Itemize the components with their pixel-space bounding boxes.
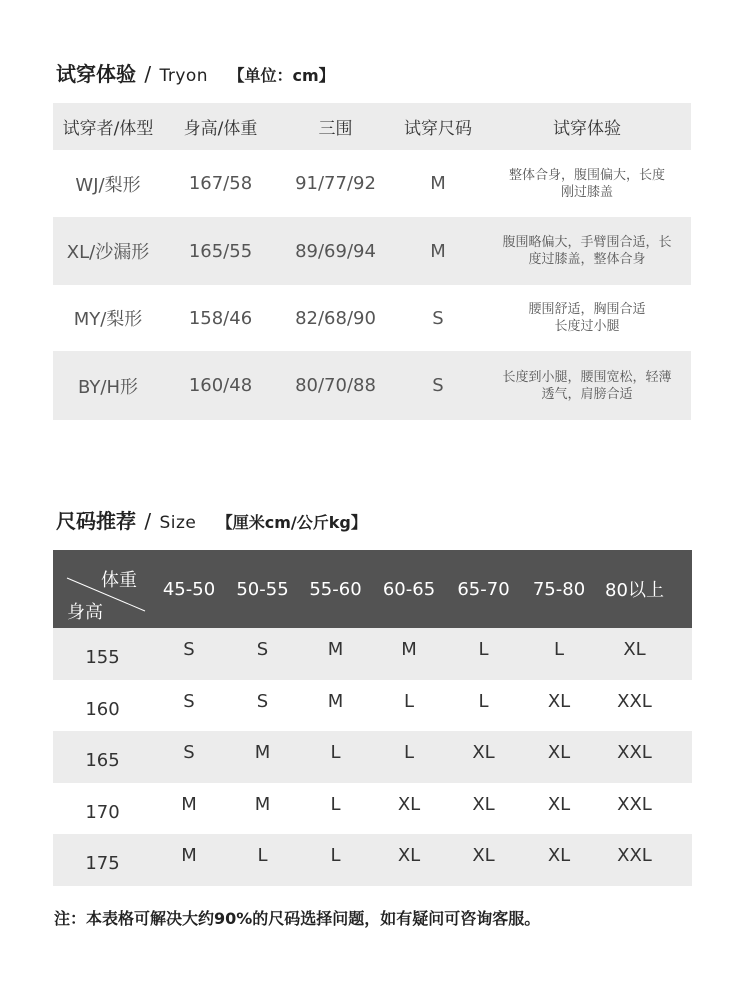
corner-height-label: 身高 xyxy=(67,602,103,623)
tryon-title xyxy=(56,58,335,87)
size-cell: L xyxy=(330,845,341,867)
tryon-size: M xyxy=(430,173,446,194)
tryon-experience-line2: 刚过膝盖 xyxy=(560,184,613,200)
weight-col-header: 65-70 xyxy=(457,578,510,600)
tryon-experience-line1: 长度到小腿，腰围宽松，轻薄 xyxy=(502,369,672,385)
tryon-experience-line1: 腹围略偏大，手臂围合适，长 xyxy=(502,235,672,250)
size-unit: 【厘米cm/公斤kg】 xyxy=(216,513,367,532)
size-cell: XL xyxy=(623,639,646,661)
size-cell: XL xyxy=(472,742,495,764)
size-row xyxy=(53,628,692,680)
size-table xyxy=(53,550,692,886)
tryon-header-bust: 三围 xyxy=(318,119,353,139)
tryon-bust: 82/68/90 xyxy=(295,307,376,329)
tryon-title-en: Tryon xyxy=(159,66,209,86)
size-title-en: Size xyxy=(159,513,197,533)
tryon-bust: 80/70/88 xyxy=(295,375,376,396)
size-cell: L xyxy=(478,639,489,661)
size-cell: XXL xyxy=(617,742,652,764)
tryon-experience-line2: 长度过小腿 xyxy=(554,319,620,334)
size-cell: L xyxy=(403,742,415,764)
tryon-size: S xyxy=(432,307,444,329)
size-cell: M xyxy=(181,793,197,815)
height-label: 170 xyxy=(85,801,120,823)
tryon-table xyxy=(53,103,691,420)
size-cell: XXL xyxy=(617,690,652,712)
size-title-zh: 尺码推荐 xyxy=(56,509,136,533)
size-title-sep: / xyxy=(144,509,152,533)
tryon-row xyxy=(53,150,691,217)
size-cell: M xyxy=(401,639,417,661)
size-cell: M xyxy=(327,690,344,712)
tryon-unit: 【单位：cm】 xyxy=(228,66,335,85)
tryon-hw: 158/46 xyxy=(188,307,253,329)
tryon-experience-line2: 透气，肩膀合适 xyxy=(541,386,633,402)
tryon-hw: 160/48 xyxy=(188,375,253,396)
size-row xyxy=(53,834,692,886)
tryon-bust: 89/69/94 xyxy=(295,240,376,262)
size-cell: M xyxy=(327,639,344,661)
height-label: 155 xyxy=(85,647,120,669)
height-label: 160 xyxy=(85,698,120,720)
tryon-table-header xyxy=(53,103,691,150)
tryon-person: BY/H形 xyxy=(78,376,138,398)
weight-col-header: 60-65 xyxy=(382,578,436,600)
tryon-experience xyxy=(483,369,691,403)
footnote: 注：本表格可解决大约90%的尺码选择问题，如有疑问可咨询客服。 xyxy=(54,909,541,928)
tryon-row xyxy=(53,217,691,285)
size-row xyxy=(53,783,692,835)
size-cell: S xyxy=(256,690,269,712)
size-cell: M xyxy=(254,742,271,764)
weight-col-header: 50-55 xyxy=(236,578,289,600)
tryon-person: XL/沙漏形 xyxy=(66,242,150,263)
tryon-experience xyxy=(483,167,691,201)
weight-col-header: 80以上 xyxy=(605,580,664,601)
size-cell: L xyxy=(403,690,415,712)
tryon-header-person: 试穿者/体型 xyxy=(62,119,154,139)
tryon-person: WJ/梨形 xyxy=(75,174,141,196)
size-cell: M xyxy=(181,845,197,867)
tryon-experience-line1: 整体合身，腹围偏大，长度 xyxy=(508,167,665,183)
tryon-row xyxy=(53,285,691,351)
tryon-bust: 91/77/92 xyxy=(295,173,376,194)
size-cell: XL xyxy=(397,845,421,867)
tryon-size: M xyxy=(430,240,446,262)
tryon-experience-line1: 腰围舒适，胸围合适 xyxy=(528,302,646,317)
tryon-experience xyxy=(483,234,691,268)
size-cell: XXL xyxy=(617,845,652,867)
weight-col-header: 55-60 xyxy=(309,578,362,600)
tryon-size: S xyxy=(432,375,444,396)
weight-col-header: 45-50 xyxy=(162,578,216,600)
tryon-header-size: 试穿尺码 xyxy=(404,119,472,139)
size-cell: L xyxy=(478,690,489,712)
corner-weight-label: 体重 xyxy=(101,570,137,591)
size-cell: XL xyxy=(547,793,571,815)
tryon-title-zh: 试穿体验 xyxy=(56,62,136,86)
size-cell: L xyxy=(330,742,341,764)
size-cell: XL xyxy=(472,845,495,867)
tryon-row xyxy=(53,351,691,420)
size-cell: XXL xyxy=(617,793,652,815)
size-cell: XL xyxy=(397,793,421,815)
tryon-header-hw: 身高/体重 xyxy=(183,119,258,139)
weight-col-header: 75-80 xyxy=(532,578,586,600)
tryon-hw: 167/58 xyxy=(188,173,253,194)
size-row xyxy=(53,680,692,732)
size-cell: L xyxy=(553,639,565,661)
size-corner-cell xyxy=(53,550,152,628)
size-cell: L xyxy=(330,793,341,815)
size-cell: S xyxy=(256,639,269,661)
size-cell: M xyxy=(254,793,271,815)
size-title xyxy=(56,505,367,534)
tryon-experience xyxy=(483,301,691,335)
height-label: 165 xyxy=(85,750,120,772)
tryon-experience-line2: 度过膝盖，整体合身 xyxy=(528,252,646,267)
tryon-header-experience: 试穿体验 xyxy=(553,119,621,139)
size-table-header xyxy=(53,550,692,628)
tryon-hw: 165/55 xyxy=(188,240,253,262)
size-cell: XL xyxy=(547,845,571,867)
size-row xyxy=(53,731,692,783)
tryon-person: MY/梨形 xyxy=(73,309,143,330)
tryon-title-sep: / xyxy=(144,62,152,86)
size-cell: XL xyxy=(547,690,571,712)
size-cell: S xyxy=(183,742,195,764)
size-cell: XL xyxy=(547,742,571,764)
size-cell: S xyxy=(183,639,195,661)
size-cell: S xyxy=(183,690,195,712)
size-cell: XL xyxy=(472,793,495,815)
size-cell: L xyxy=(257,845,268,867)
height-label: 175 xyxy=(85,853,120,875)
